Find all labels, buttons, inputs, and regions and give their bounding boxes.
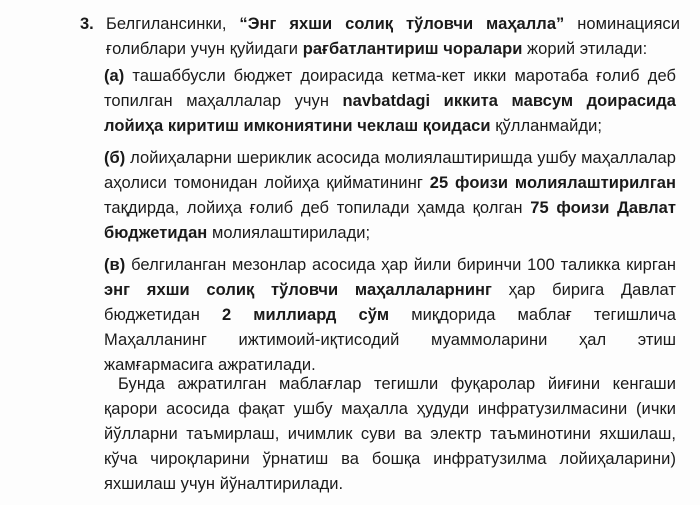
subpoint-v <box>104 253 676 378</box>
intro-text-2: номинацияси ғолиблари учун қуйидаги <box>106 15 680 58</box>
subpoint-v-bold-2: 2 миллиард сўм <box>222 306 390 324</box>
intro-text-3: жорий этилади: <box>522 40 648 58</box>
subpoint-a-text <box>104 64 676 139</box>
subpoint-b-text-2: тақдирда, лойиҳа ғолиб деб топилади ҳамда қолган <box>104 199 531 217</box>
subpoint-v-text-3: миқдорида маблағ тегишлича Маҳалланинг ижтимоий-иқтисодий муаммоларини ҳал этиш жамғармасига ажратилади. <box>104 306 676 374</box>
subpoint-v-text <box>104 253 676 378</box>
subpoint-b <box>104 146 676 246</box>
intro-bold-measures: рағбатлантириш чоралари <box>302 40 523 58</box>
subpoint-v-bold-1: энг яхши солиқ тўловчи маҳаллаларнинг <box>104 281 492 299</box>
subpoint-a <box>104 64 676 139</box>
closing-text: Бунда ажратилган маблағлар тегишли фуқаролар йиғини кенгаши қарори асосида фақат ушбу маҳалла ҳудуди инфратузилмасини (ички йўлларни таъмирлаш, ичимлик суви ва электр таъминотини яхшилаш, кўча чироқларини ўрнатиш ва бошқа инфратузилма лойиҳаларини) яхшилаш учун йўналтирилади. <box>104 375 676 493</box>
subpoint-v-text-1: белгиланган мезонлар асосида ҳар йили биринчи 100 таликка кирган <box>125 256 676 274</box>
subpoint-b-text <box>104 146 676 246</box>
subpoint-b-text-1: лойиҳаларни шериклик асосида молиялаштиришда ушбу маҳаллалар аҳолиси томонидан лойиҳа қийматининг <box>104 149 676 192</box>
subpoint-a-text-1: ташаббусли бюджет доирасида кетма-кет икки маротаба ғолиб деб топилган маҳаллалар учун <box>104 67 676 110</box>
subpoint-v-text-2: ҳар бирига Давлат бюджетидан <box>104 281 676 324</box>
point-3 <box>80 12 680 62</box>
subpoint-a-text-2: қўлланмайди; <box>490 117 603 135</box>
subpoint-a-letter: (а) <box>104 67 125 85</box>
subpoint-b-bold-2: 75 фоизи Давлат бюджетидан <box>104 199 676 242</box>
closing-paragraph <box>104 372 676 497</box>
subpoint-v-letter: (в) <box>104 256 126 274</box>
point-3-head <box>80 12 680 62</box>
point-3-intro <box>106 12 680 62</box>
intro-bold-nomination: “Энг яхши солиқ тўловчи маҳалла” <box>239 15 565 33</box>
subpoint-b-bold-1: 25 фоизи молиялаштирилган <box>429 174 676 192</box>
intro-text-1: Белгилансинки, <box>106 15 240 33</box>
subpoint-b-letter: (б) <box>104 149 126 167</box>
point-number: 3. <box>80 15 94 33</box>
subpoint-b-text-3: молиялаштирилади; <box>207 224 371 242</box>
subpoint-a-bold: navbatdagi иккита мавсум доирасида лойиҳа киритиш имкониятини чеклаш қоидаси <box>104 92 676 135</box>
